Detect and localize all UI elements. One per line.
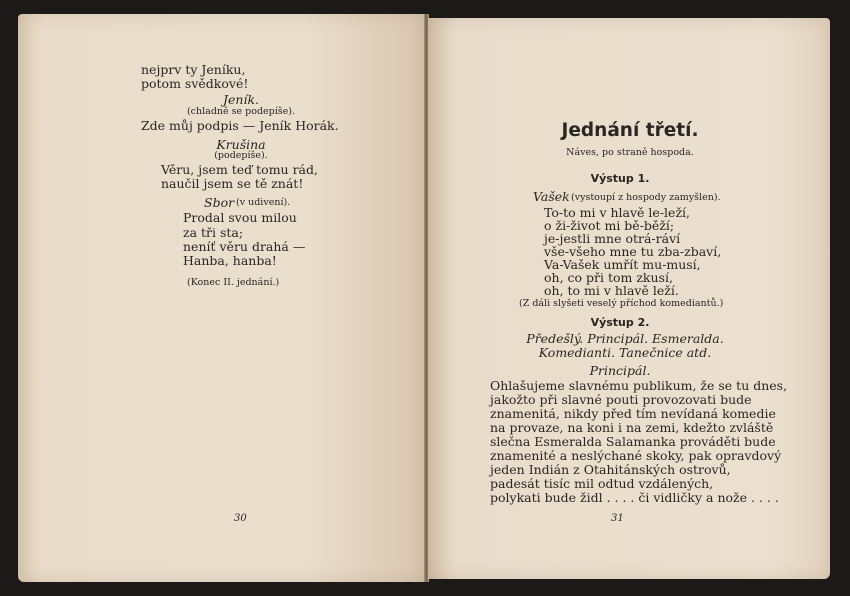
cast-list-line-1: Předešlý. Principál. Esmeralda. [526, 331, 724, 346]
stage-direction-vasek: (vystoupí z hospody zamyšlen). [571, 192, 721, 203]
song-line-6: oh, co při tom zkusí, [544, 270, 673, 285]
speech-line-1: Ohlašujeme slavnému publikum, že se tu dnes, [490, 378, 788, 393]
left-line-naucil: naučil jsem se tě znát! [161, 176, 304, 191]
stage-direction-sbor: (v udivení). [236, 197, 291, 208]
act-end-note: (Konec II. jednání.) [187, 277, 280, 288]
stage-direction-krusina: (podepíše). [214, 150, 268, 161]
speech-line-2: jakožto při slavné pouti provozovati bude [490, 392, 752, 407]
speech-line-6: znamenité a neslýchané skoky, pak opravdový [490, 448, 782, 463]
song-line-4: vše-všeho mne tu zba-zbaví, [544, 244, 722, 259]
cast-list-line-2: Komedianti. Tanečnice atd. [538, 345, 712, 360]
speech-line-5: slečna Esmeralda Salamanka prováděti bude [490, 434, 776, 449]
speaker-principal: Principál. [589, 363, 651, 378]
scene-1-heading: Výstup 1. [590, 172, 650, 185]
speech-line-7: jeden Indián z Otahitánských ostrovů, [490, 462, 731, 477]
song-line-7: oh, to mi v hlavě leží. [544, 283, 679, 298]
stage-direction-jenik: (chladně se podepíše). [186, 106, 296, 117]
chorus-line-2: za tři sta; [183, 225, 244, 240]
chorus-line-3: neníť věru drahá — [183, 239, 306, 254]
song-line-5: Va-Vašek umřít mu-musí, [544, 257, 701, 272]
speaker-vasek: Vašek [533, 189, 570, 204]
left-line-signature: Zde můj podpis — Jeník Horák. [141, 118, 339, 133]
left-line-1: nejprv ty Jeníku, [141, 62, 246, 77]
left-line-2: potom svědkové! [141, 76, 249, 91]
speech-line-4: na provaze, na koni i na zemi, kdežto zvláště [490, 420, 774, 435]
speech-line-9: polykati bude židl . . . . či vidličky a nože . . . . [490, 490, 779, 505]
song-line-3: je-jestli mne otrá-ráví [544, 231, 681, 246]
scene-2-heading: Výstup 2. [590, 316, 650, 329]
speaker-krusina: Krušina [216, 137, 266, 152]
page-number-right: 31 [611, 513, 624, 524]
act-title: Jednání třetí. [561, 120, 699, 141]
speech-line-3: znamenitá, nikdy před tím nevídaná komedie [490, 406, 776, 421]
speech-line-8: padesát tisíc mil odtud vzdálených, [490, 476, 714, 491]
song-line-2: o ži-život mi bě-běží; [544, 218, 675, 233]
page-number-left: 30 [234, 513, 247, 524]
chorus-line-1: Prodal svou milou [183, 210, 297, 225]
left-line-veru: Věru, jsem teď tomu rád, [161, 162, 318, 177]
setting-note: Náves, po straně hospoda. [566, 147, 694, 158]
speaker-jenik: Jeník. [222, 92, 259, 107]
song-line-1: To-to mi v hlavě le-leží, [544, 205, 691, 220]
offstage-direction: (Z dáli slyšeti veselý příchod komediantů.) [519, 298, 724, 309]
chorus-line-4: Hanba, hanba! [183, 253, 277, 268]
speaker-sbor: Sbor [204, 195, 235, 210]
